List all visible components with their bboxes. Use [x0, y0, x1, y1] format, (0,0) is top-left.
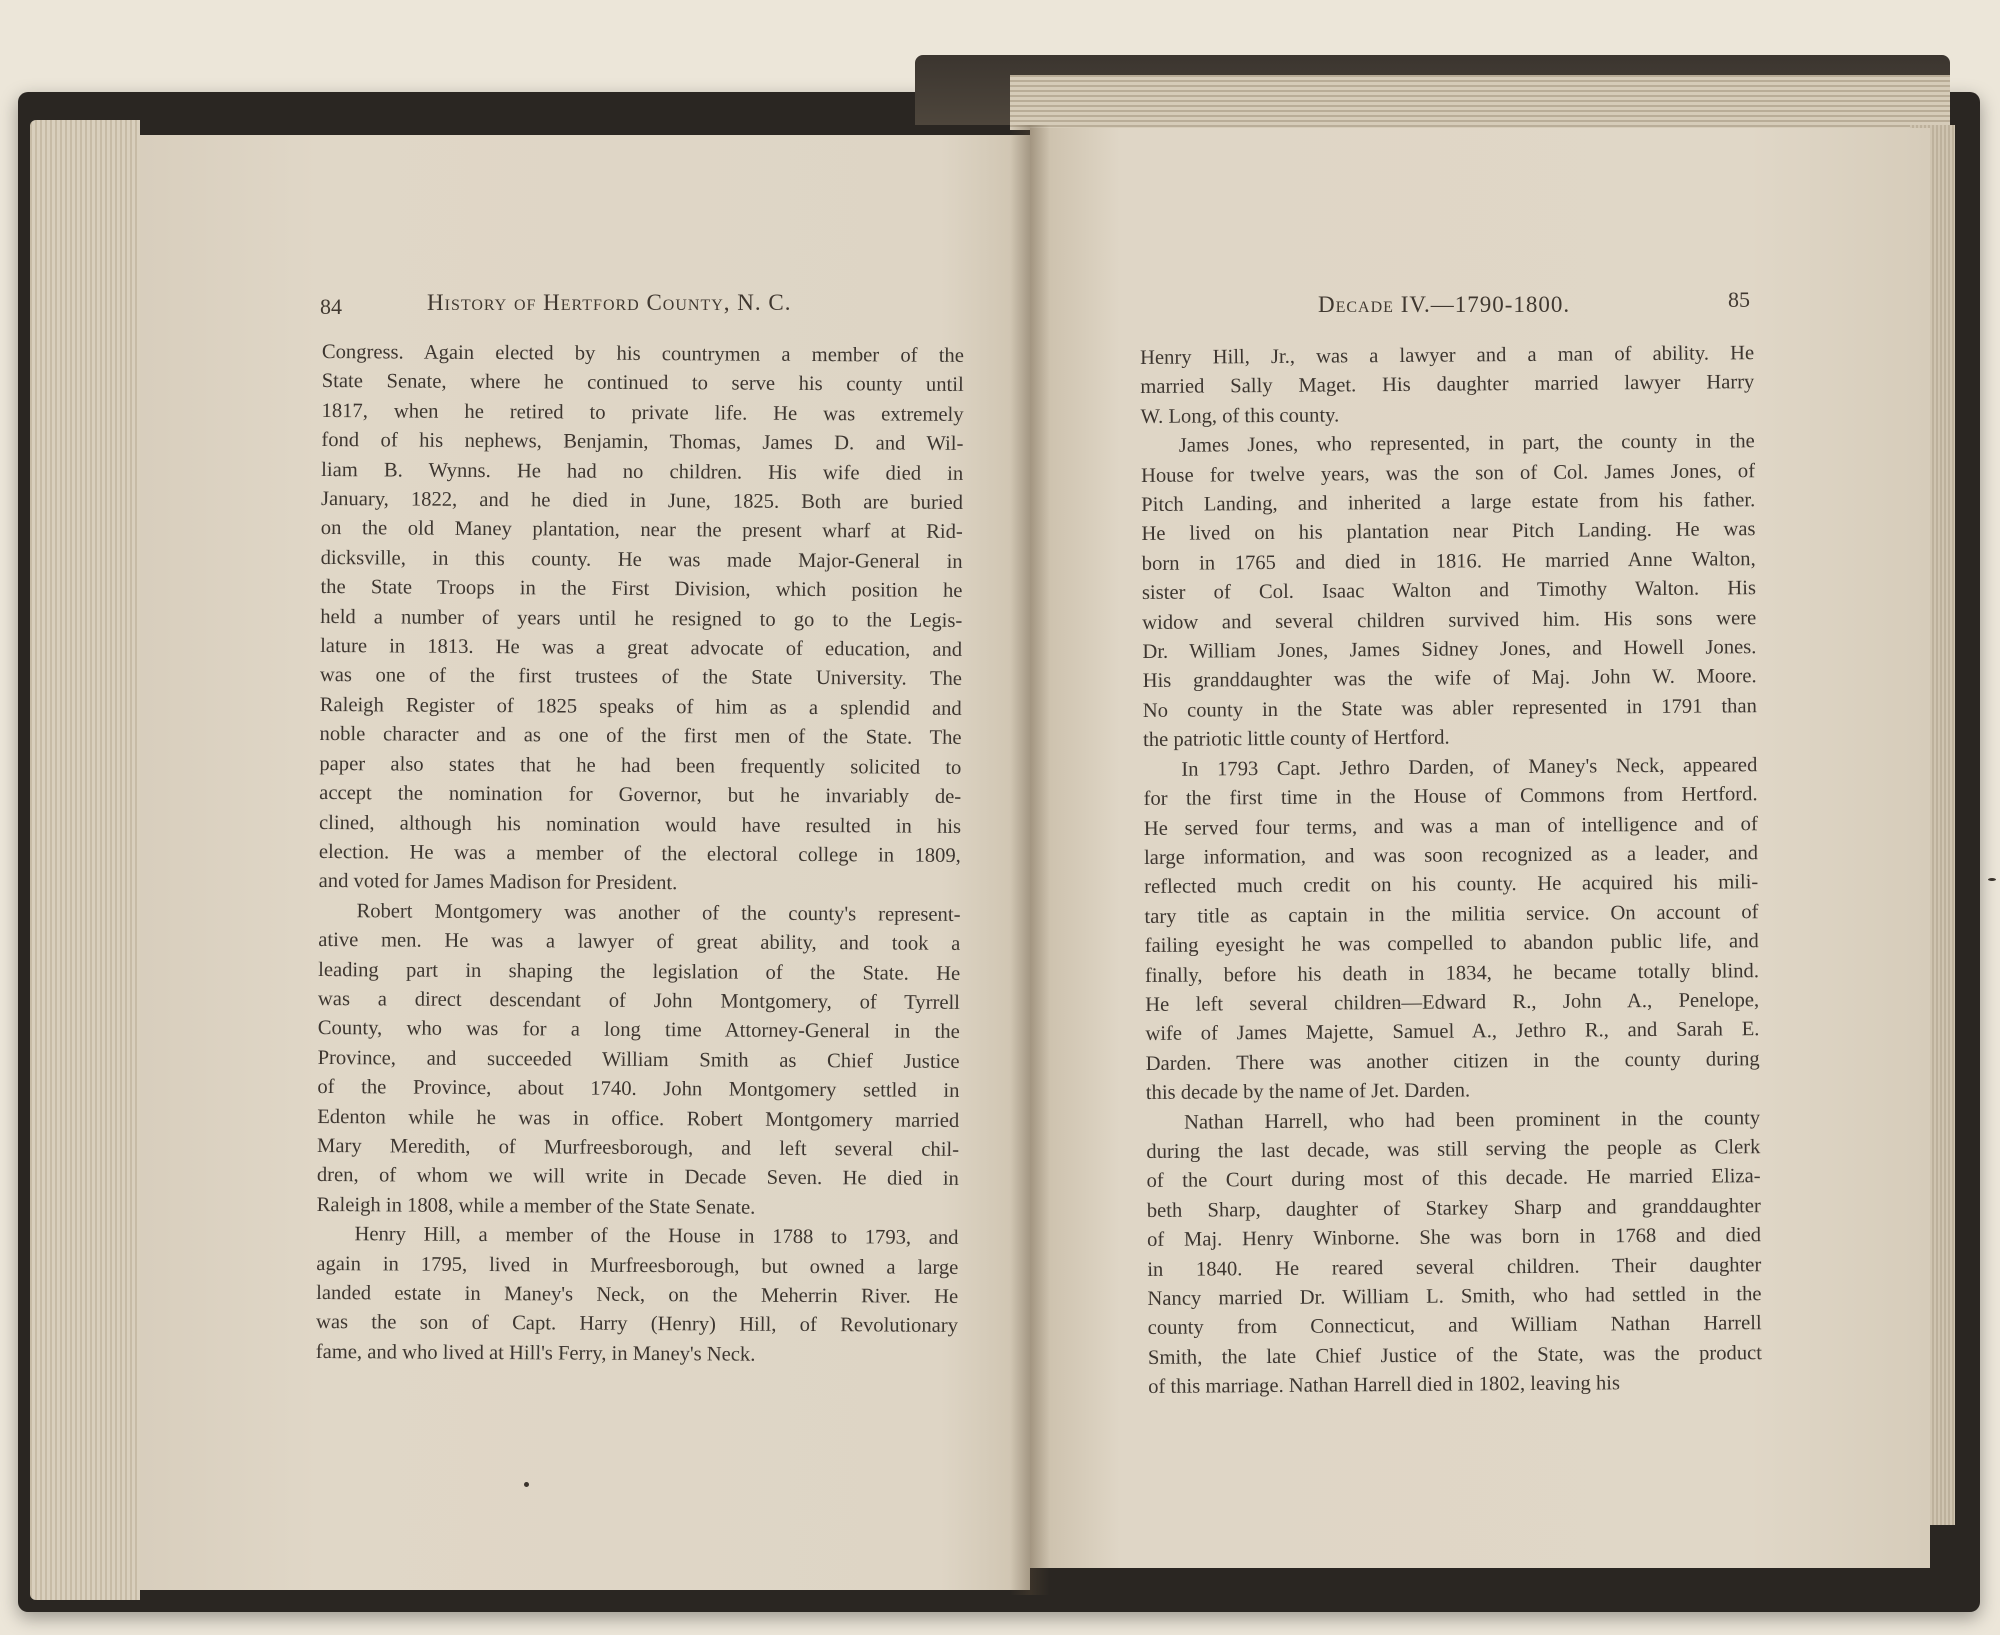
- paragraph: [1141, 427, 1758, 755]
- text-line: State Senate, where he continued to serve his county until: [321, 370, 964, 397]
- text-line: lature in 1813. He was a great advocate of education, and: [320, 635, 963, 661]
- text-line: was the son of Capt. Harry (Henry) Hill, of Revolutionary: [315, 1311, 959, 1338]
- text-line: county from Connecticut, and William Nathan Harrell: [1147, 1312, 1762, 1340]
- text-line: on the old Maney plantation, near the present wharf at Rid-: [320, 517, 963, 544]
- text-line: again in 1795, lived in Murfreesborough, but owned a large: [316, 1252, 959, 1279]
- text-line: wife of James Majette, Samuel A., Jethro R., and Sarah E.: [1145, 1018, 1760, 1046]
- book-gutter: [1010, 125, 1050, 1595]
- text-line: the State Troops in the First Division, which position he: [320, 576, 963, 603]
- text-line: ative men. He was a lawyer of great ability, and took a: [318, 929, 961, 956]
- text-line: dicksville, in this county. He was made Major-General in: [320, 546, 963, 573]
- text-line: for the first time in the House of Commons from Hertford.: [1143, 783, 1758, 811]
- page-edges-left: [30, 120, 140, 1600]
- text-line: Pitch Landing, and inherited a large estate from his father.: [1141, 489, 1756, 517]
- text-line: was one of the first trustees of the State University. The: [319, 664, 962, 691]
- text-line: reflected much credit on his county. He acquired his mili-: [1144, 871, 1759, 899]
- text-line: landed estate in Maney's Neck, on the Meherrin River. He: [316, 1281, 959, 1308]
- text-line: Darden. There was another citizen in the county during: [1145, 1047, 1760, 1075]
- right-running-head: Decade IV.—1790-1800.: [1318, 292, 1571, 317]
- text-line: Robert Montgomery was another of the county's represent-: [356, 899, 961, 926]
- right-page-body: [1140, 339, 1762, 1402]
- text-line: of the Court during most of this decade. He married Eliza-: [1146, 1165, 1761, 1193]
- text-line: clined, although his nomination would have resulted in his: [318, 811, 962, 838]
- text-line: Nathan Harrell, who had been prominent in the county: [1184, 1106, 1761, 1134]
- ink-speck: [524, 1482, 529, 1487]
- text-line: paper also states that he had been frequently solicited to: [319, 752, 962, 779]
- text-line: Province, and succeeded William Smith as Chief Justice: [317, 1046, 960, 1073]
- left-page-number: 84: [320, 294, 342, 319]
- text-line: born in 1765 and died in 1816. He married Anne Walton,: [1141, 548, 1756, 575]
- paragraph: [1146, 1104, 1762, 1403]
- text-line: Henry Hill, Jr., was a lawyer and a man of ability. He: [1140, 342, 1755, 369]
- text-line: the patriotic little county of Hertford.: [1143, 726, 1450, 752]
- text-line: January, 1822, and he died in June, 1825. Both are buried: [320, 488, 964, 514]
- text-line: finally, before his death in 1834, he became totally blind.: [1144, 959, 1760, 987]
- text-line: of the Province, about 1740. John Montgomery settled in: [317, 1076, 960, 1103]
- text-line: large information, and was soon recognized as a leader, and: [1143, 842, 1759, 869]
- text-line: and voted for James Madison for President.: [318, 870, 678, 895]
- paragraph: [316, 1220, 959, 1371]
- text-line: He left several children—Edward R., John A., Penelope,: [1145, 989, 1760, 1016]
- text-line: leading part in shaping the legislation of the State. He: [318, 958, 961, 985]
- text-line: this decade by the name of Jet. Darden.: [1145, 1079, 1471, 1105]
- text-line: sister of Col. Isaac Walton and Timothy Walton. His: [1141, 577, 1757, 605]
- text-line: of this marriage. Nathan Harrell died in 1802, leaving his: [1148, 1372, 1621, 1399]
- text-line: No county in the State was abler represented in 1791 than: [1142, 695, 1757, 722]
- text-line: Henry Hill, a member of the House in 1788 to 1793, and: [354, 1223, 959, 1250]
- paragraph: [319, 338, 964, 901]
- text-line: House for twelve years, was the son of Col. James Jones, of: [1140, 459, 1756, 487]
- text-line: W. Long, of this county.: [1140, 404, 1340, 428]
- text-line: Raleigh Register of 1825 speaks of him as a splendid and: [319, 693, 962, 720]
- ink-speck: [1988, 878, 1996, 881]
- text-line: during the last decade, was still serving the people as Clerk: [1146, 1136, 1761, 1163]
- text-line: election. He was a member of the electoral college in 1809,: [318, 840, 961, 867]
- text-line: widow and several children survived him. His sons were: [1142, 606, 1757, 634]
- text-line: He served four terms, and was a man of intelligence and of: [1143, 812, 1758, 840]
- text-line: Mary Meredith, of Murfreesborough, and left several chil-: [316, 1134, 960, 1161]
- paragraph: [1140, 339, 1755, 432]
- paragraph: [317, 897, 961, 1224]
- text-line: in 1840. He reared several children. Their daughter: [1147, 1253, 1762, 1281]
- text-line: Dr. William Jones, James Sidney Jones, and Howell Jones.: [1142, 636, 1757, 664]
- text-line: Edenton while he was in office. Robert Montgomery married: [317, 1105, 960, 1132]
- text-line: Smith, the late Chief Justice of the State, was the product: [1147, 1341, 1763, 1369]
- text-line: 1817, when he retired to private life. He was extremely: [321, 399, 964, 426]
- text-line: fond of his nephews, Benjamin, Thomas, James D. and Wil-: [321, 429, 964, 456]
- text-line: tary title as captain in the militia service. On account of: [1144, 900, 1759, 928]
- text-line: James Jones, who represented, in part, the county in the: [1178, 430, 1755, 457]
- text-line: Congress. Again elected by his countrymen a member of the: [321, 340, 964, 367]
- text-line: of Maj. Henry Winborne. She was born in 1768 and died: [1146, 1224, 1762, 1252]
- paragraph: [1143, 751, 1760, 1109]
- text-line: was a direct descendant of John Montgomery, of Tyrrell: [317, 987, 961, 1014]
- right-page-number: 85: [1728, 287, 1750, 312]
- left-running-head: History of Hertford County, N. C.: [427, 290, 792, 315]
- text-line: accept the nomination for Governor, but he invariably de-: [319, 782, 962, 809]
- page-edges-top-right: [1010, 75, 1950, 130]
- text-line: He lived on his plantation near Pitch Landing. He was: [1141, 518, 1756, 546]
- text-line: Raleigh in 1808, while a member of the State Senate.: [316, 1193, 756, 1219]
- text-line: liam B. Wynns. He had no children. His wife died in: [321, 458, 964, 485]
- text-line: married Sally Maget. His daughter married lawyer Harry: [1140, 371, 1755, 399]
- text-line: Nancy married Dr. William L. Smith, who had settled in the: [1147, 1283, 1762, 1310]
- text-line: dren, of whom we will write in Decade Seven. He died in: [316, 1164, 959, 1191]
- text-line: beth Sharp, daughter of Starkey Sharp and granddaughter: [1146, 1194, 1761, 1222]
- text-line: His granddaughter was the wife of Maj. John W. Moore.: [1142, 665, 1757, 693]
- text-line: In 1793 Capt. Jethro Darden, of Maney's Neck, appeared: [1181, 753, 1758, 781]
- text-line: fame, and who lived at Hill's Ferry, in Maney's Neck.: [315, 1340, 756, 1366]
- text-line: noble character and as one of the first men of the State. The: [319, 723, 962, 750]
- text-line: failing eyesight he was compelled to abandon public life, and: [1144, 930, 1759, 958]
- text-line: held a number of years until he resigned to go to the Legis-: [320, 605, 963, 632]
- left-page-body: [316, 338, 964, 1371]
- text-line: County, who was for a long time Attorney-General in the: [317, 1017, 960, 1044]
